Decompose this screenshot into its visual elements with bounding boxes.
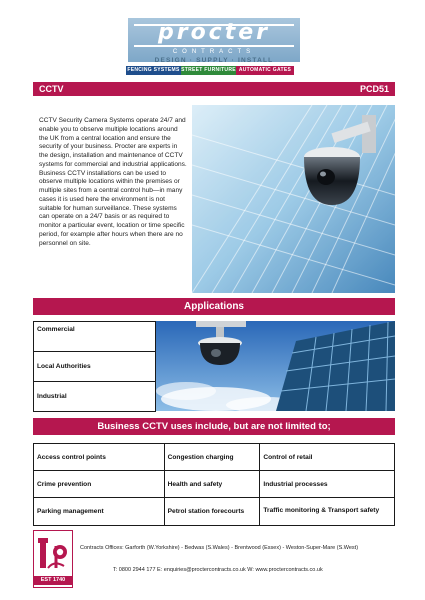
- company-logo: [128, 18, 300, 62]
- division-chip: STREET FURNITURE: [181, 67, 236, 73]
- table-cell: Industrial processes: [260, 471, 395, 498]
- logo-rule-bottom: [134, 45, 294, 47]
- logo-wordmark: procter: [157, 20, 271, 45]
- hero-illustration: [192, 105, 395, 293]
- applications-heading: Applications: [183, 301, 244, 312]
- table-cell: Congestion charging: [164, 444, 260, 471]
- hero-cctv-image: [192, 105, 395, 293]
- uses-heading: Business CCTV uses include, but are not limited to;: [97, 421, 331, 432]
- table-cell: Control of retail: [260, 444, 395, 471]
- division-chip: AUTOMATIC GATES: [236, 66, 294, 75]
- office-locations: Contracts Offices: Garforth (W.Yorkshire) - Bedwas (S.Wales) - Brentwood (Essex) - Weston-Super-Mare (S.West): [80, 545, 359, 551]
- page-title: CCTV: [39, 84, 64, 94]
- division-chip: FENCING SYSTEMS: [127, 67, 180, 73]
- table-row: [34, 471, 395, 498]
- title-bar: [33, 82, 395, 96]
- contact-details: T: 0800 2944 177 E: enquiries@proctercontracts.co.uk W: www.proctercontracts.co.uk: [113, 567, 323, 573]
- application-item: Industrial: [34, 382, 156, 412]
- table-cell: Access control points: [34, 444, 165, 471]
- application-item: Commercial: [34, 322, 156, 352]
- tagline: DESIGN · SUPPLY · INSTALL: [154, 57, 274, 64]
- badge-label: EST 1740: [34, 576, 72, 585]
- uses-table: [33, 443, 395, 526]
- table-cell: Traffic monitoring & Transport safety: [260, 498, 395, 526]
- table-row: [34, 444, 395, 471]
- table-row: [34, 498, 395, 526]
- intro-text: CCTV Security Camera Systems operate 24/7 and enable you to observe multiple locations around the UK from a central location and ensure the security of your business. Procter are experts in the design, installation and maintenance of CCTV systems for commercial and industrial applications. Business CCTV installations can be used to observe multiple locations within the premises or multiple sites from a central control hub—in many cases it is used here the environment is not suitable for human surveillance. These systems can operate on a 24/7 basis or as required to monitor a particular event, location or time specific period, for example after hours when there are no personnel on site.: [39, 117, 187, 247]
- logo-subtitle: CONTRACTS: [172, 49, 256, 55]
- uses-bar: [33, 418, 395, 435]
- applications-bar: [33, 298, 395, 315]
- applications-illustration: [156, 321, 395, 411]
- application-item: Local Authorities: [34, 352, 156, 382]
- table-cell: Parking management: [34, 498, 165, 526]
- product-code: PCD51: [359, 84, 389, 94]
- table-cell: Health and safety: [164, 471, 260, 498]
- applications-list: [33, 321, 156, 412]
- heritage-badge: [33, 530, 73, 588]
- crest-icon: [34, 532, 72, 576]
- applications-image: [156, 321, 395, 411]
- table-cell: Crime prevention: [34, 471, 165, 498]
- table-cell: Petrol station forecourts: [164, 498, 260, 526]
